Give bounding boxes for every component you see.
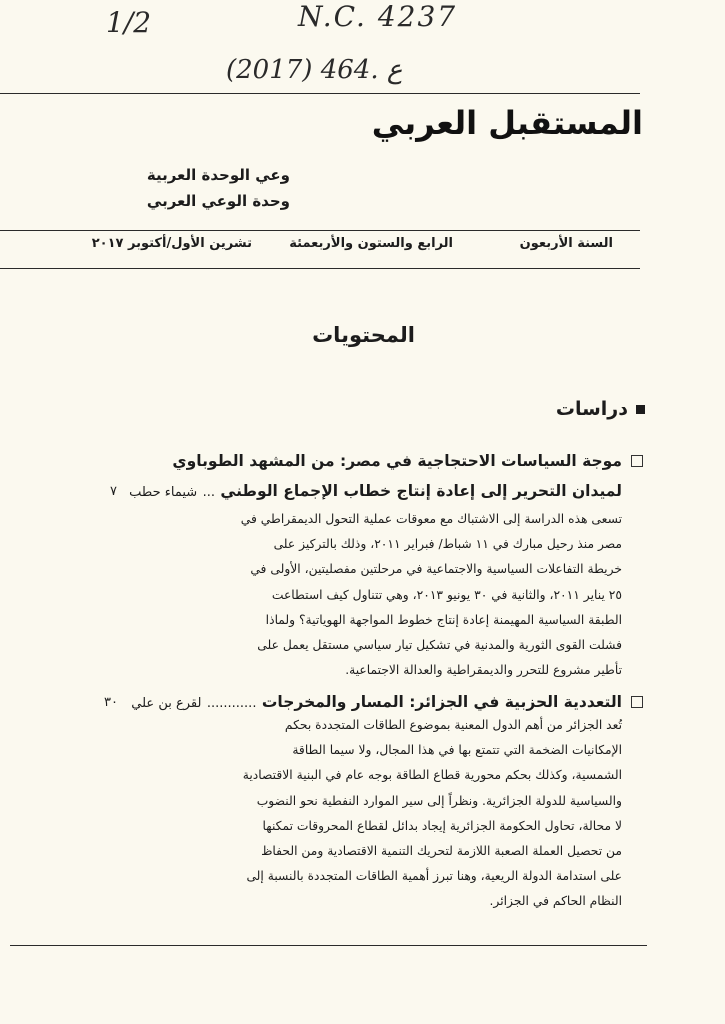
abstract-line: النظام الحاكم في الجزائر.: [489, 894, 622, 909]
issue-divider-top: [0, 230, 640, 231]
abstract-line: من تحصيل العملة الصعبة اللازمة لتحريك التنمية الاقتصادية ومن الحفاظ: [261, 844, 622, 859]
issue-number: الرابع والستون والأربعمئة: [289, 236, 453, 251]
abstract-line: ٢٥ يناير ٢٠١١، والثانية في ٣٠ يونيو ٢٠١٣، وهي تتناول كيف استطاعت: [271, 587, 622, 602]
entry-1-title-line-2: [129, 478, 622, 506]
entry-2-dots: ............: [206, 696, 257, 711]
entry-2-abstract: [167, 713, 622, 915]
journal-title: المستقبل العربي: [371, 104, 643, 142]
entry-1-abstract: [167, 507, 622, 683]
issue-date: تشرين الأول/أكتوبر ٢٠١٧: [91, 236, 252, 251]
entry-2-page-number: ٣٠: [104, 695, 118, 710]
section-title: دراسات: [555, 398, 628, 420]
abstract-line: تسعى هذه الدراسة إلى الاشتباك مع معوقات عملية التحول الديمقراطي في: [240, 512, 622, 526]
checkbox-bullet-icon: [631, 455, 643, 467]
entry-1-title-line-1: موجة السياسات الاحتجاجية في مصر: من المشهد الطوباوي: [172, 452, 622, 470]
abstract-line: مصر منذ رحيل مبارك في ١١ شباط/ فبراير ٢٠١١، وذلك بالتركيز على: [273, 537, 622, 552]
abstract-line: والسياسية للدولة الجزائرية. ونظراً إلى سير الموارد النفطية نحو النضوب: [256, 793, 622, 808]
abstract-line: لا محالة، تحاول الحكومة الجزائرية إيجاد بدائل لقطاع المحروقات تمكنها: [262, 818, 622, 833]
abstract-line: تأطير مشروع للتحرر والديمقراطية والعدالة الاجتماعية.: [345, 663, 622, 678]
abstract-line: تُعد الجزائر من أهم الدول المعنية بموضوع الطاقات المتجددة بحكم: [284, 718, 622, 732]
slogan-line-1: وعي الوحدة العربية: [146, 166, 290, 184]
abstract-line: الإمكانيات الضخمة التي تتمتع بها في هذا المجال، ولا سيما الطاقة: [292, 743, 622, 758]
abstract-line: الشمسية، وكذلك بحكم محورية قطاع الطاقة بوجه عام في البنية الاقتصادية: [242, 768, 622, 783]
issue-year: السنة الأربعون: [519, 236, 613, 251]
square-bullet-icon: [636, 405, 645, 414]
entry-1-author: شيماء حطب: [129, 485, 198, 500]
checkbox-bullet-icon: [631, 696, 643, 708]
abstract-line: خريطة التفاعلات السياسية والاجتماعية في مرحلتين مفصليتين، الأولى في: [250, 562, 622, 577]
abstract-line: فشلت القوى الثورية والمدنية في تشكيل تيار سياسي مستقل يعمل على: [257, 638, 622, 653]
section-heading: [556, 398, 645, 420]
journal-slogan: [147, 162, 290, 214]
top-divider: [0, 93, 640, 94]
handwritten-call-number: (2017) 464. ع: [226, 55, 403, 85]
slogan-line-2: وحدة الوعي العربي: [146, 192, 290, 210]
entry-1-title-text: لميدان التحرير إلى إعادة إنتاج خطاب الإجماع الوطني: [220, 482, 622, 500]
contents-heading: المحتويات: [312, 323, 415, 347]
entry-1-page-number: ٧: [110, 484, 117, 499]
handwritten-page-mark: 1/2: [106, 6, 152, 39]
abstract-line: على استدامة الدولة الريعية، وهنا تبرز أهمية الطاقات المتجددة بالنسبة إلى: [246, 869, 622, 884]
entry-2-title-text: التعددية الحزبية في الجزائر: المسار والمخرجات: [261, 693, 622, 711]
abstract-line: الطبقة السياسية المهيمنة إعادة إنتاج خطوط المواجهة الهوياتية؟ ولماذا: [265, 612, 622, 627]
handwritten-accession-number: N.C. 4237: [298, 0, 458, 33]
entry-1-dots: ...: [202, 485, 215, 500]
issue-divider-bottom: [0, 268, 640, 269]
entry-2-author: لقرع بن علي: [131, 696, 202, 711]
bottom-divider: [10, 945, 647, 946]
